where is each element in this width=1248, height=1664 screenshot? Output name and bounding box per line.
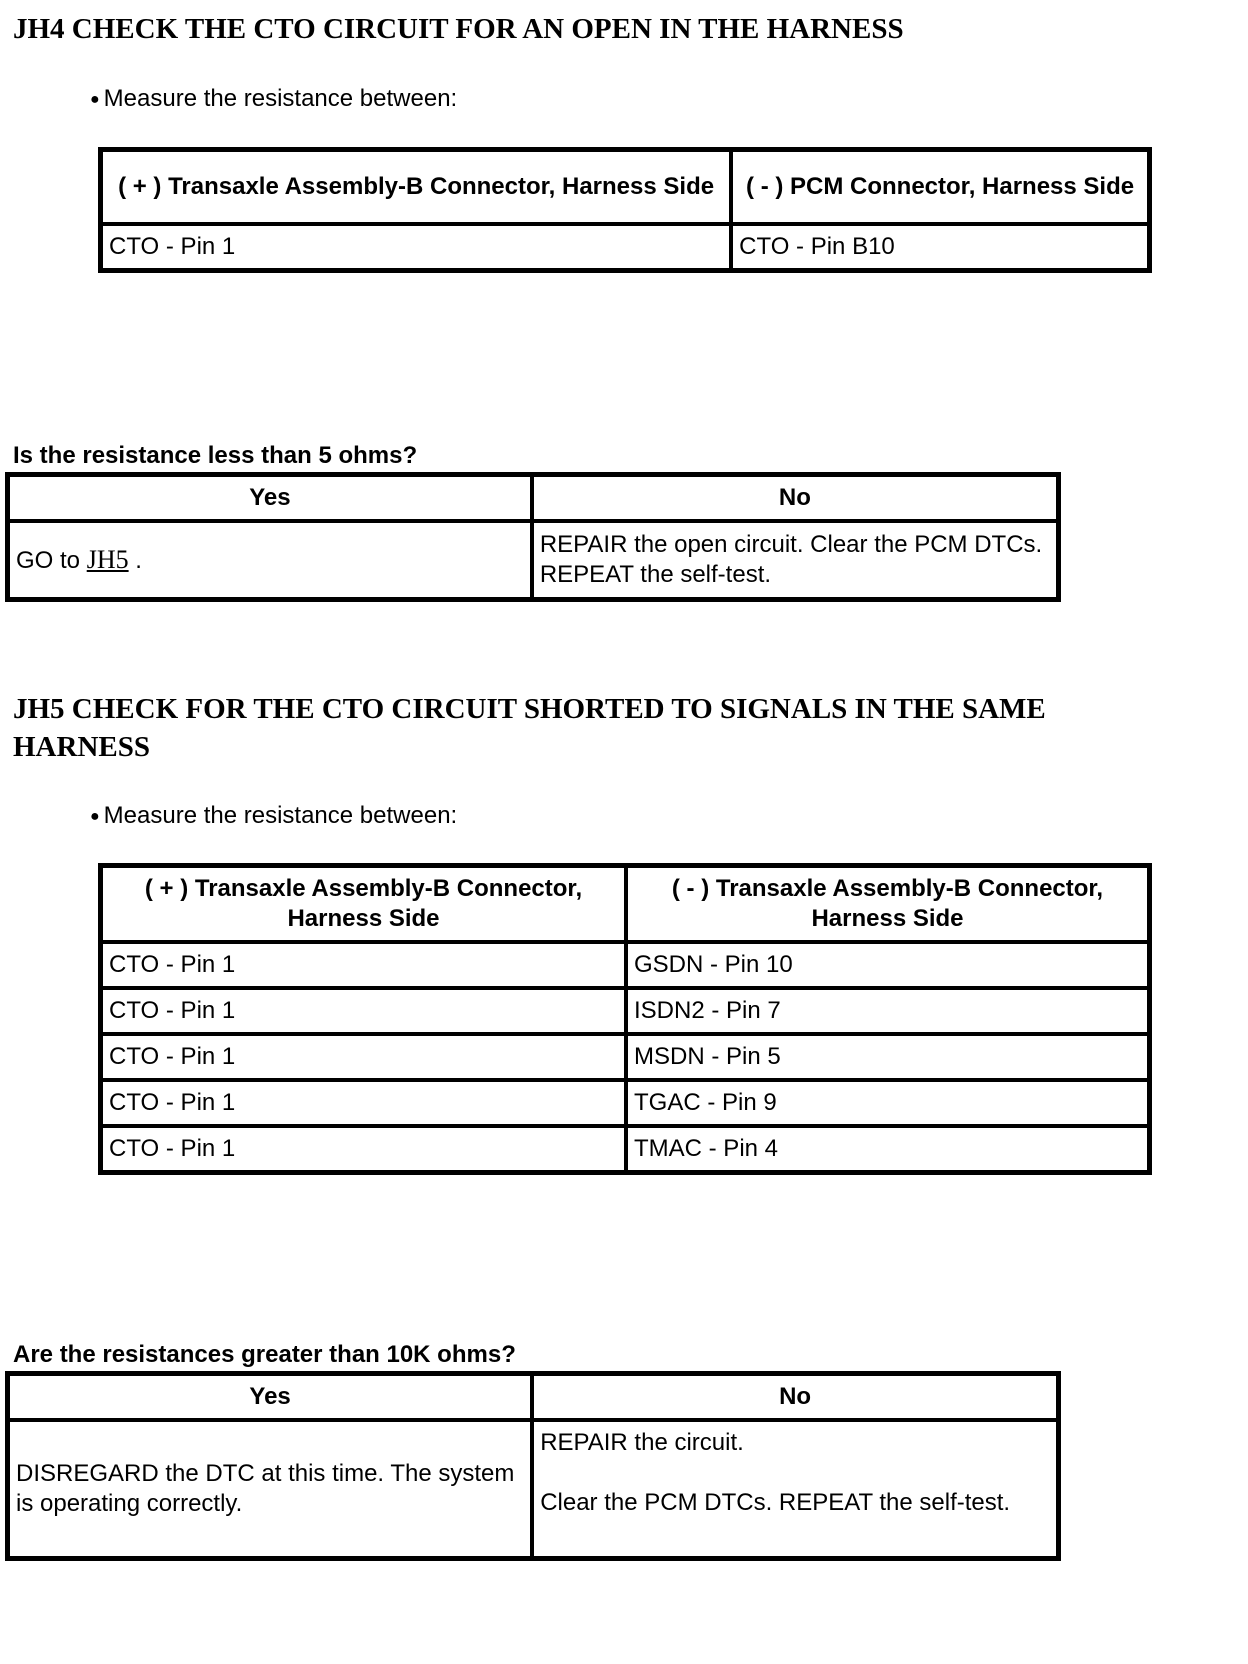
jh5-no-line2: Clear the PCM DTCs. REPEAT the self-test. (540, 1489, 1011, 1516)
jh4-no-cell: REPAIR the open circuit. Clear the PCM DTCs. REPEAT the self-test. (532, 521, 1058, 599)
jh5-instruction-text: Measure the resistance between: (103, 802, 458, 829)
jh5-row-negative: ISDN2 - Pin 7 (626, 988, 1149, 1034)
jh5-col-positive-header: ( + ) Transaxle Assembly-B Connector, Harness Side (101, 866, 626, 942)
jh5-yes-cell: DISREGARD the DTC at this time. The system is operating correctly. (8, 1420, 532, 1558)
jh5-row-negative: TGAC - Pin 9 (626, 1080, 1149, 1126)
jh5-measure-table (98, 863, 1152, 1175)
bullet-icon: ● (90, 90, 100, 108)
jh5-link[interactable]: JH5 (86, 544, 129, 574)
jh5-no-cell (532, 1420, 1058, 1558)
jh5-row-positive: CTO - Pin 1 (101, 1080, 626, 1126)
jh5-row-positive: CTO - Pin 1 (101, 1034, 626, 1080)
jh5-row-negative: MSDN - Pin 5 (626, 1034, 1149, 1080)
jh4-col-positive-header: ( + ) Transaxle Assembly-B Connector, Harness Side (101, 150, 731, 224)
jh5-answer-table (5, 1371, 1061, 1561)
table-row (101, 942, 1149, 988)
jh5-question: Are the resistances greater than 10K ohms? (13, 1341, 516, 1368)
jh5-instruction (90, 801, 457, 832)
jh5-yes-header: Yes (8, 1374, 532, 1420)
table-row (101, 1126, 1149, 1172)
jh5-row-negative: TMAC - Pin 4 (626, 1126, 1149, 1172)
jh4-col-negative-header: ( - ) PCM Connector, Harness Side (731, 150, 1149, 224)
jh5-row-positive: CTO - Pin 1 (101, 942, 626, 988)
jh5-row-positive: CTO - Pin 1 (101, 988, 626, 1034)
bullet-icon: ● (90, 807, 100, 825)
jh5-heading-line2: HARNESS (13, 731, 150, 763)
table-row (101, 224, 1149, 270)
jh5-heading (13, 690, 1233, 766)
jh5-col-negative-header: ( - ) Transaxle Assembly-B Connector, Harness Side (626, 866, 1149, 942)
jh4-yes-header: Yes (8, 475, 532, 521)
jh4-row-positive: CTO - Pin 1 (101, 224, 731, 270)
jh4-yes-prefix: GO to (16, 546, 81, 574)
table-row (101, 1034, 1149, 1080)
table-row (101, 1080, 1149, 1126)
jh4-yes-cell (8, 521, 532, 599)
jh4-no-header: No (532, 475, 1058, 521)
jh4-answer-table (5, 472, 1061, 602)
table-row (101, 988, 1149, 1034)
jh4-instruction (90, 84, 457, 115)
jh4-instruction-text: Measure the resistance between: (103, 85, 458, 112)
jh4-heading: JH4 CHECK THE CTO CIRCUIT FOR AN OPEN IN THE HARNESS (13, 13, 904, 45)
jh4-row-negative: CTO - Pin B10 (731, 224, 1149, 270)
jh5-row-positive: CTO - Pin 1 (101, 1126, 626, 1172)
jh5-no-line1: REPAIR the circuit. (540, 1429, 744, 1456)
jh5-heading-line1: JH5 CHECK FOR THE CTO CIRCUIT SHORTED TO SIGNALS IN THE SAME (13, 693, 1046, 725)
jh4-yes-suffix: . (135, 546, 142, 574)
jh4-measure-table (98, 147, 1152, 273)
jh5-row-negative: GSDN - Pin 10 (626, 942, 1149, 988)
jh4-question: Is the resistance less than 5 ohms? (13, 442, 418, 469)
jh5-no-header: No (532, 1374, 1058, 1420)
